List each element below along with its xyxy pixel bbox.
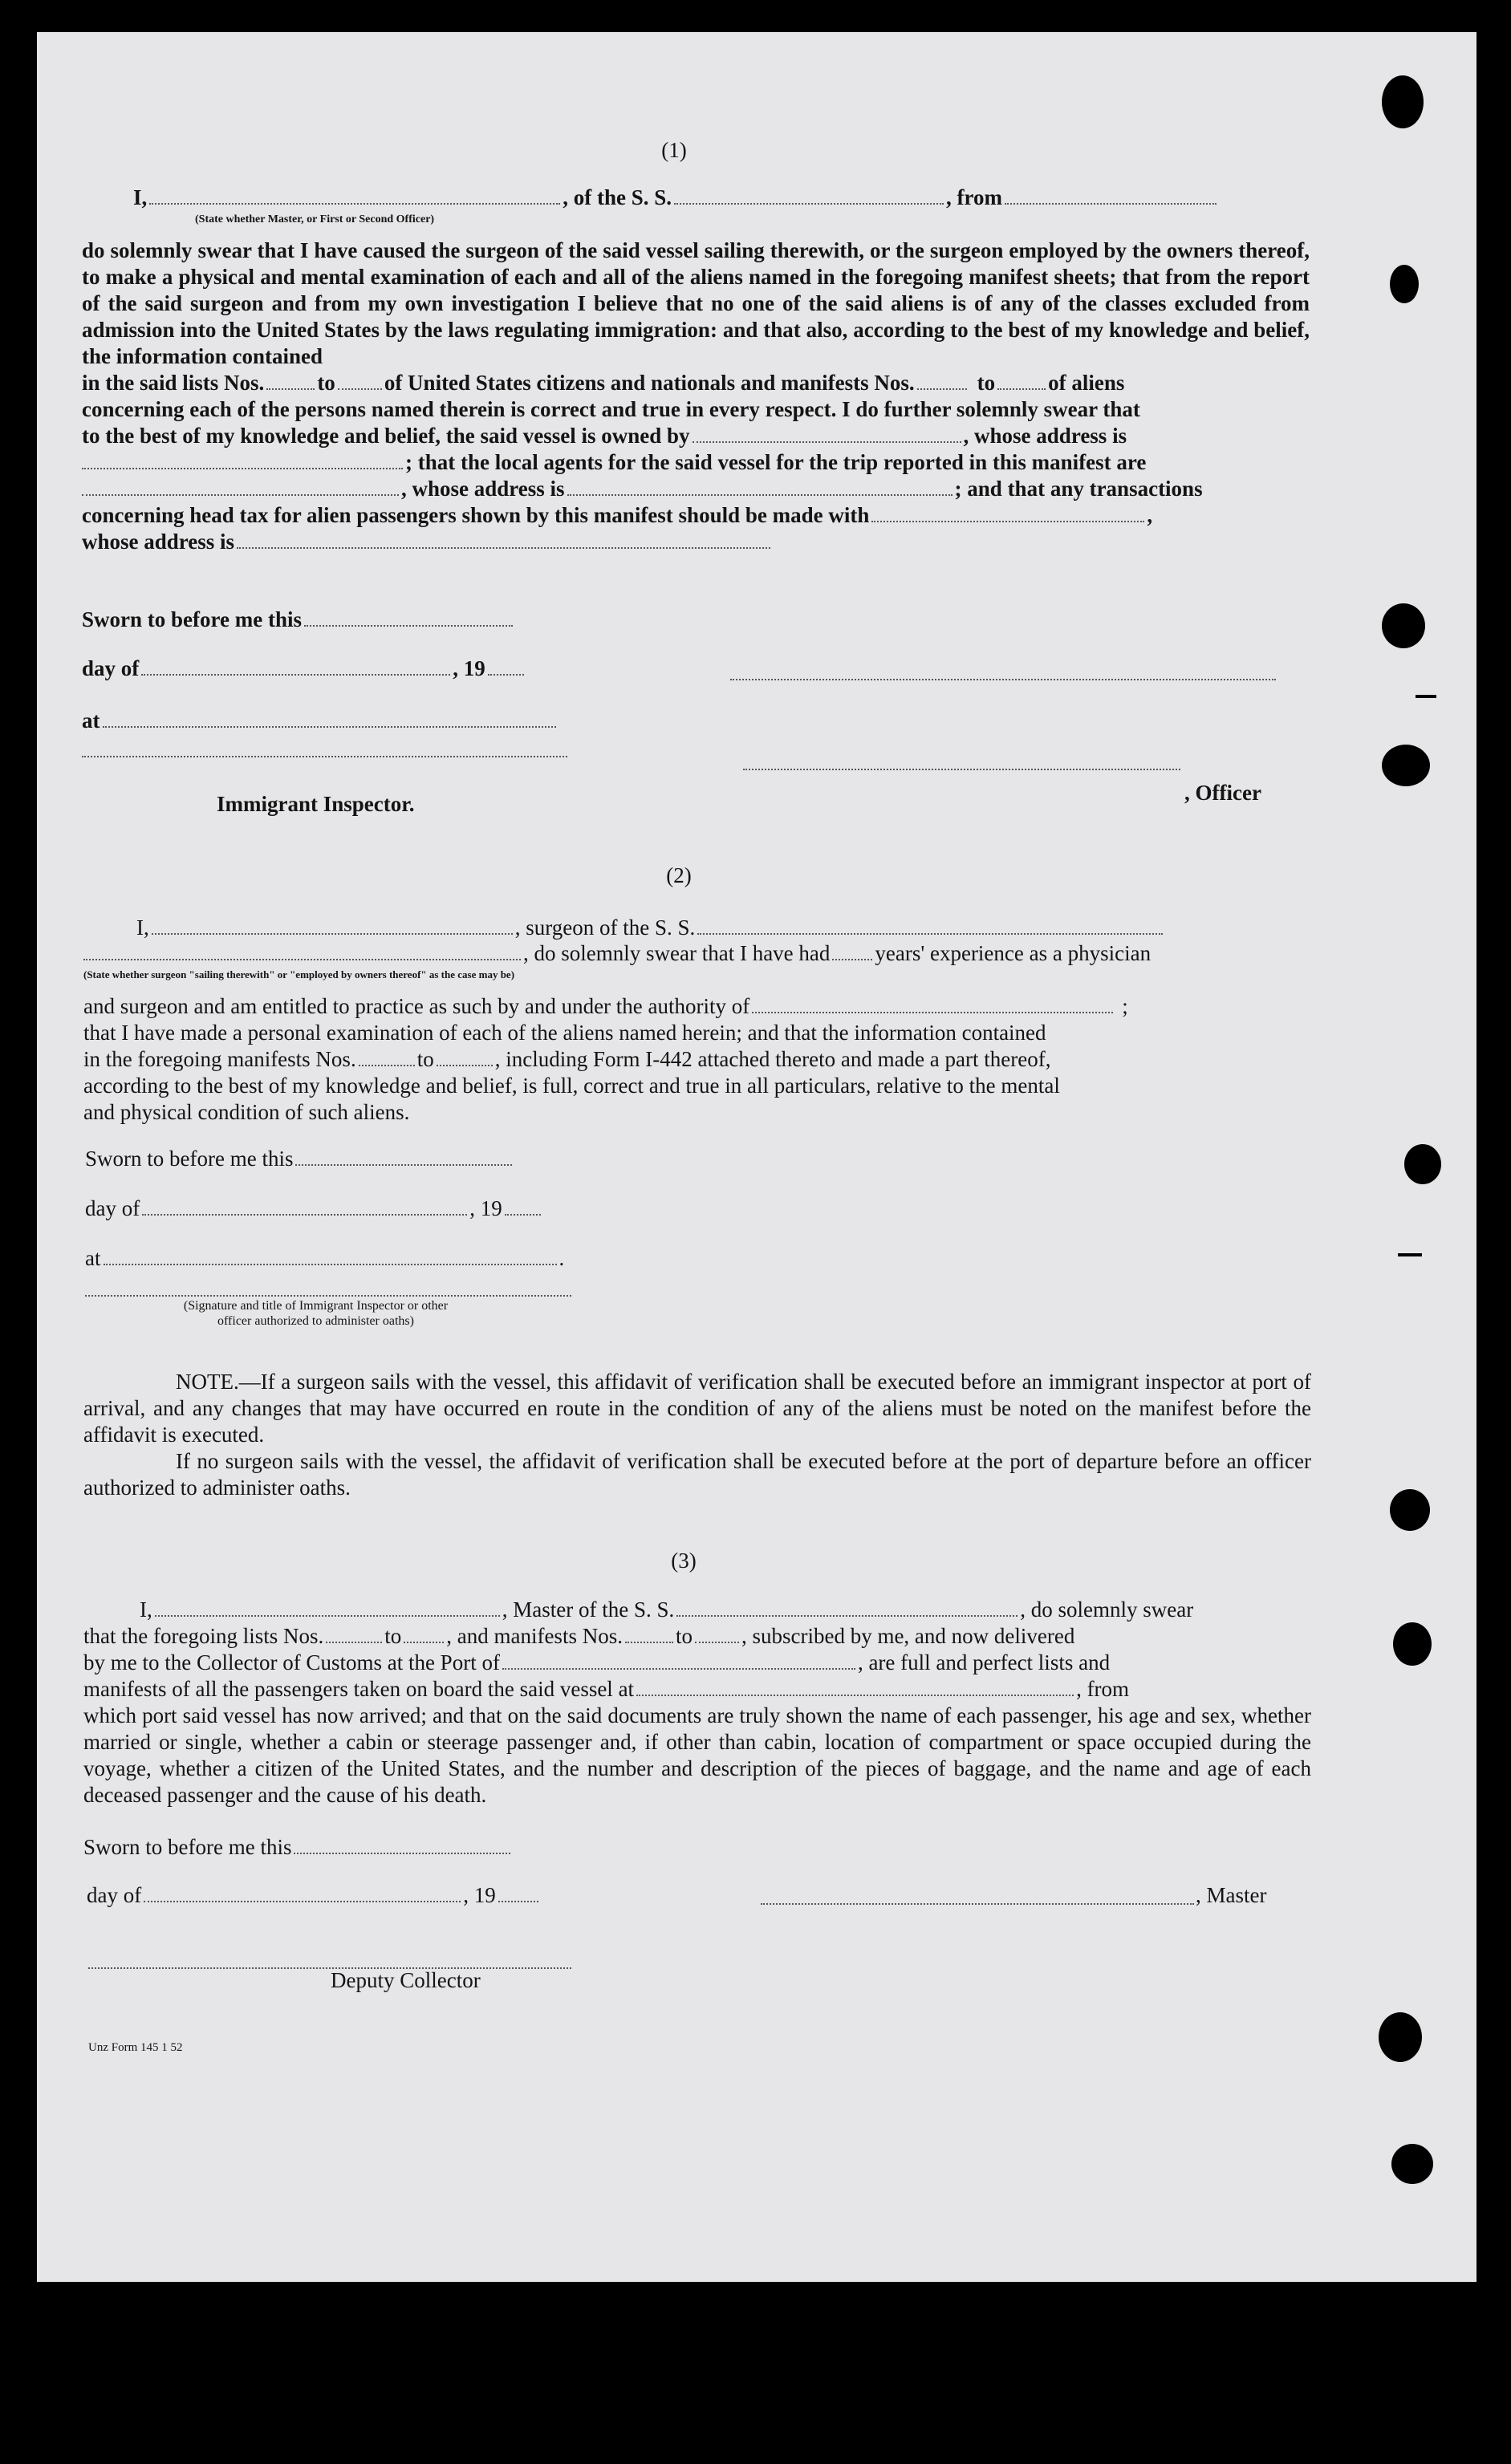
binder-hole [1391, 2144, 1433, 2184]
headtax-blank[interactable] [871, 520, 1144, 522]
sec1-year-blank[interactable] [488, 673, 524, 676]
from-blank[interactable] [1005, 202, 1217, 205]
manifests-to-blank[interactable] [997, 388, 1046, 390]
sec3-lists-from-blank[interactable] [326, 1641, 382, 1643]
sec1-at-blank[interactable] [103, 725, 556, 728]
sec1-at: at [82, 708, 559, 733]
agents-address-blank[interactable] [567, 493, 952, 496]
sec3-line-1: I, , Master of the S. S. , do solemnly swear [140, 1597, 1194, 1622]
sec3-manifests-to-blank[interactable] [695, 1641, 739, 1643]
sec2-signature-line[interactable] [85, 1293, 571, 1297]
sec2-sworn-blank[interactable] [295, 1163, 512, 1166]
manifests-from-blank[interactable] [917, 388, 967, 390]
owner-address-blank[interactable] [82, 467, 403, 469]
sec1-inspector-label: Immigrant Inspector. [217, 792, 415, 816]
lists-from-blank[interactable] [266, 388, 315, 390]
sec2-sworn: Sworn to before me this [85, 1146, 514, 1171]
name-blank[interactable] [149, 202, 560, 205]
binder-hole [1379, 2012, 1422, 2062]
surgeon-manifests-from-blank[interactable] [359, 1064, 415, 1066]
binder-hole [1390, 265, 1419, 303]
sec1-sworn-blank[interactable] [304, 624, 513, 627]
sec3-master-label: , Master [1196, 1883, 1267, 1907]
deputy-signature-line[interactable] [88, 1966, 571, 1969]
sec3-sworn: Sworn to before me this [83, 1834, 513, 1860]
port-blank[interactable] [502, 1667, 855, 1670]
headtax-address-blank[interactable] [237, 546, 770, 549]
owner-blank[interactable] [693, 440, 961, 443]
sec1-dayof: day of , 19 [82, 656, 526, 681]
vessel-blank[interactable] [674, 202, 944, 205]
binder-hole [1393, 1622, 1432, 1666]
binder-hole [1382, 75, 1424, 128]
sec1-line-1: I, , of the S. S. , from [133, 185, 1219, 210]
sec2-signature-note: (Signature and title of Immigrant Inspector or other officer authorized to administer oaths) [183, 1299, 449, 1328]
sec3-dayof: day of , 19 [87, 1882, 541, 1908]
sec2-line-1: I, , surgeon of the S. S. [136, 915, 1165, 940]
surgeon-name-blank[interactable] [152, 932, 513, 935]
binder-hole [1390, 1489, 1430, 1531]
sec1-officer-signature-line[interactable] [730, 677, 1276, 680]
lists-to-blank[interactable] [338, 388, 382, 390]
sec3-deputy-label: Deputy Collector [331, 1968, 481, 1992]
authority-blank[interactable] [752, 1011, 1113, 1013]
sec3-sworn-blank[interactable] [294, 1852, 510, 1854]
surgeon-vessel-blank[interactable] [697, 932, 1163, 935]
sec2-at: at . [85, 1246, 565, 1270]
sec1-body: do solemnly swear that I have caused the surgeon of the said vessel sailing therewith, or the surgeon employed by the owners thereof, to make a physical and mental examination of each and all of the aliens named in the foregoing manifest sheets; that from the report of the said surgeon and from my own investigation I believe that no one of the said aliens is of any of the classes excluded from admission into the United States by the laws regulating immigration: and that also, according to the best of my knowledge and belief, the information contained in the said lists Nos. to of United States citizens and nationals and manifests Nos. to of aliens concerning each of the persons named therein is correct and true in every respect. I do further solemnly swear that to the best of my knowledge and belief, the said vessel is owned by , whose address is ; that the local agents for the said vessel for the trip reported in this manifest are , whose address is ; and that any transactions concerning head tax for alien passengers shown by this manifest should be made with , whose address is [82, 238, 1310, 554]
sec1-master-note: (State whether Master, or First or Second Officer) [195, 213, 435, 225]
form-footer: Unz Form 145 1 52 [88, 2041, 183, 2054]
sec3-year-blank[interactable] [498, 1900, 538, 1902]
section-2-number: (2) [666, 863, 692, 887]
binder-hole [1382, 745, 1430, 786]
sec2-dayof: day of , 19 [85, 1195, 543, 1221]
sec2-line-2: , do solemnly swear that I have had years' experience as a physician [83, 940, 1151, 966]
sec2-year-blank[interactable] [505, 1213, 541, 1216]
sec3-line-3: by me to the Collector of Customs at the Port of , are full and perfect lists and [83, 1650, 1111, 1674]
sec3-manifests-from-blank[interactable] [625, 1641, 673, 1643]
sec2-day-blank[interactable] [142, 1213, 467, 1216]
sec2-note: NOTE.—If a surgeon sails with the vessel, this affidavit of verification shall be executed before an immigrant inspector at port of arrival, and any changes that may have occurred en route in the condition of any of the aliens must be noted on the manifest before the affidavit is executed. If no surgeon sails with the vessel, the affidavit of verification shall be executed before at the port of departure before an officer authorized to administer oaths. [83, 1370, 1311, 1500]
surgeon-manifests-to-blank[interactable] [437, 1064, 493, 1066]
surgeon-status-blank[interactable] [83, 958, 521, 960]
section-3-number: (3) [671, 1549, 697, 1573]
form-page [37, 32, 1476, 2282]
sec1-officer-line[interactable] [743, 767, 1180, 770]
sec3-line-4: manifests of all the passengers taken on board the said vessel at , from [83, 1677, 1130, 1701]
edge-mark [1416, 695, 1436, 698]
years-blank[interactable] [832, 958, 872, 960]
edge-mark [1398, 1253, 1422, 1256]
master-vessel-blank[interactable] [676, 1614, 1017, 1617]
sec2-status-note: (State whether surgeon "sailing therewith" or "employed by owners thereof" as the case may be) [83, 968, 515, 980]
sec1-officer-label: , Officer [1184, 781, 1261, 805]
sec3-lists-to-blank[interactable] [404, 1641, 444, 1643]
binder-hole [1404, 1144, 1441, 1184]
sec1-sworn: Sworn to before me this [82, 607, 515, 632]
master-signature-line[interactable] [761, 1902, 1194, 1905]
sec3-day-blank[interactable] [144, 1900, 461, 1902]
agents-blank[interactable] [82, 493, 399, 496]
binder-hole [1382, 603, 1425, 648]
sec3-body: which port said vessel has now arrived; and that on the said documents are truly shown the name of each passenger, his age and sex, whether married or single, whether a cabin or steerage passenger and, if other than cabin, location of compartment or space occupied during the voyage, whether a citizen of the United States, and the number and description of the pieces of baggage, and the name and age of each deceased passenger and the cause of his death. [83, 1703, 1311, 1807]
sec2-body: and surgeon and am entitled to practice as such by and under the authority of ; that I have made a personal examination of each of the aliens named herein; and that the information contained in the foregoing manifests Nos. to , including Form I-442 attached thereto and made a part thereof, according to the best of my knowledge and belief, is full, correct and true in all particulars, relative to the mental and physical condition of such aliens. [83, 994, 1128, 1124]
sec3-line-2: that the foregoing lists Nos. to , and manifests Nos. to , subscribed by me, and now delivered [83, 1624, 1075, 1648]
sec1-day-blank[interactable] [141, 673, 450, 676]
sec1-inspector-signature-line[interactable] [82, 754, 567, 757]
boarded-at-blank[interactable] [636, 1694, 1074, 1696]
section-1-number: (1) [661, 138, 687, 162]
master-name-blank[interactable] [155, 1614, 500, 1617]
sec2-at-blank[interactable] [104, 1263, 557, 1265]
